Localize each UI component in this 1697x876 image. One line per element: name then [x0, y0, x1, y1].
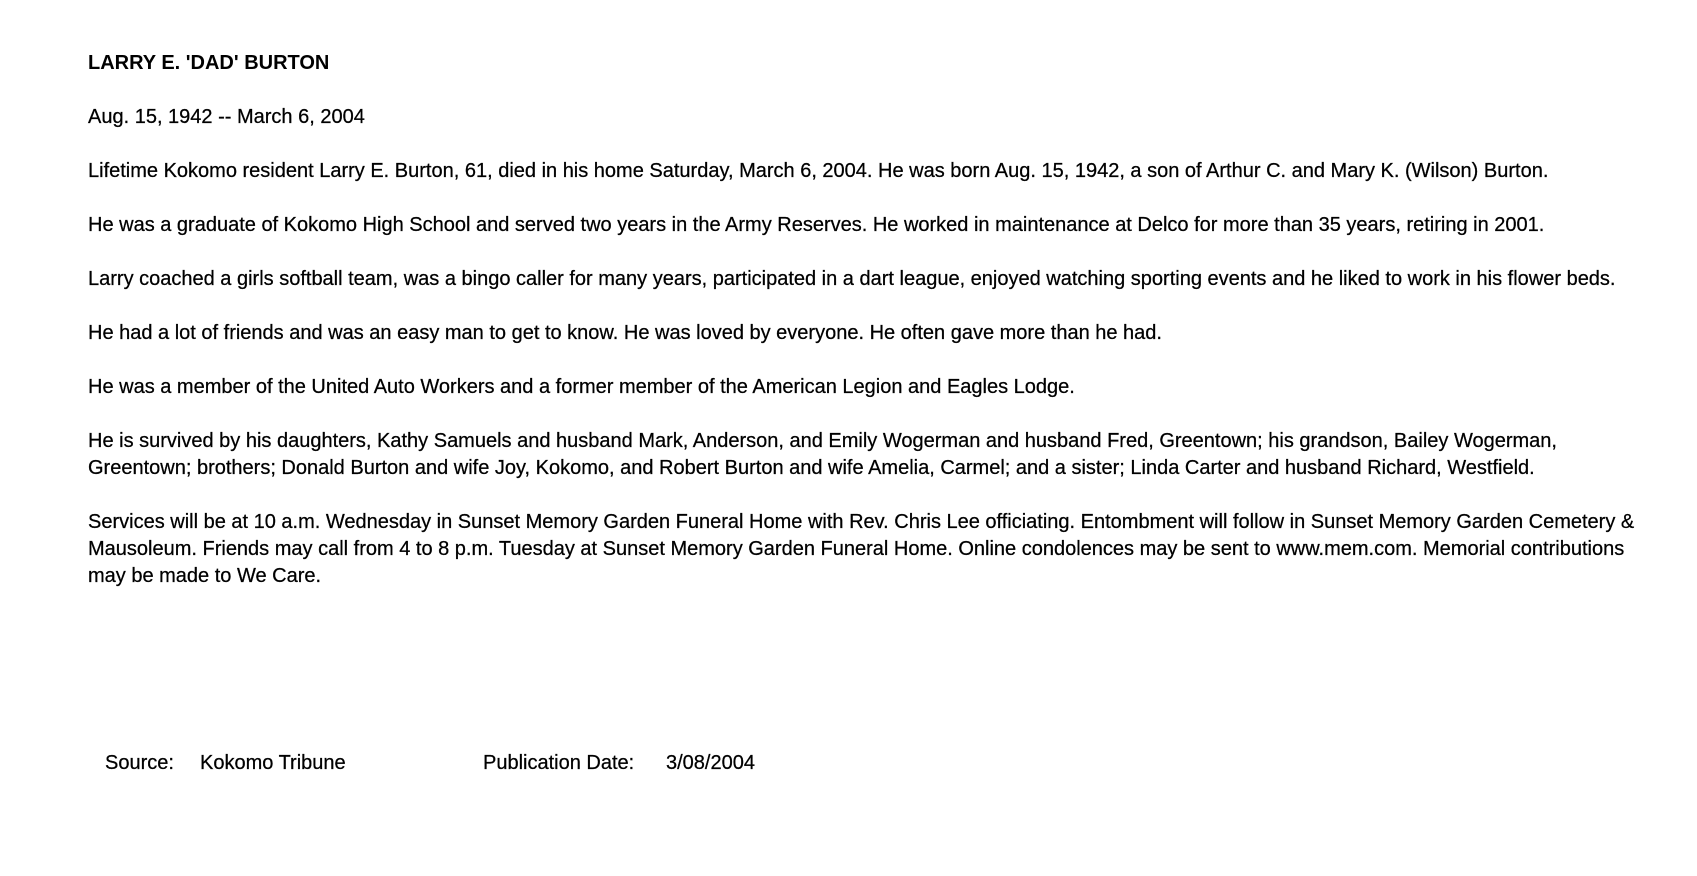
- paragraph-survivors: He is survived by his daughters, Kathy Samuels and husband Mark, Anderson, and Emily Wogerman and husband Fred, Greentown; his grandson, Bailey Wogerman, Greentown; brothers; Donald Burton and wife Joy, Kokomo, and Robert Burton and wife Amelia, Carmel; and a sister; Linda Carter and husband Richard, Westfield.: [88, 430, 1557, 479]
- paragraph-education-career: He was a graduate of Kokomo High School and served two years in the Army Reserves. He worked in maintenance at Delco for more than 35 years, retiring in 2001.: [88, 214, 1545, 236]
- obituary-dates: Aug. 15, 1942 -- March 6, 2004: [88, 106, 365, 128]
- obituary-name: LARRY E. 'DAD' BURTON: [88, 52, 330, 74]
- source-value: Kokomo Tribune: [200, 752, 346, 774]
- obituary-document: [88, 50, 1658, 617]
- source-label: Source:: [105, 752, 174, 774]
- paragraph-services: Services will be at 10 a.m. Wednesday in Sunset Memory Garden Funeral Home with Rev. Chris Lee officiating. Entombment will follow in Sunset Memory Garden Cemetery & Mausoleum. Friends may call from 4 to 8 p.m. Tuesday at Sunset Memory Garden Funeral Home. Online condolences may be sent to www.mem.com. Memorial contributions may be made to We Care.: [88, 511, 1635, 587]
- paragraph-character: He had a lot of friends and was an easy man to get to know. He was loved by everyone. He often gave more than he had.: [88, 322, 1162, 344]
- publication-date-value: 3/08/2004: [666, 752, 755, 774]
- publication-date-label: Publication Date:: [483, 752, 635, 774]
- paragraph-memberships: He was a member of the United Auto Workers and a former member of the American Legion and Eagles Lodge.: [88, 376, 1075, 398]
- paragraph-hobbies: Larry coached a girls softball team, was a bingo caller for many years, participated in a dart league, enjoyed watching sporting events and he liked to work in his flower beds.: [88, 268, 1616, 290]
- paragraph-death-notice: Lifetime Kokomo resident Larry E. Burton, 61, died in his home Saturday, March 6, 2004. He was born Aug. 15, 1942, a son of Arthur C. and Mary K. (Wilson) Burton.: [88, 160, 1549, 182]
